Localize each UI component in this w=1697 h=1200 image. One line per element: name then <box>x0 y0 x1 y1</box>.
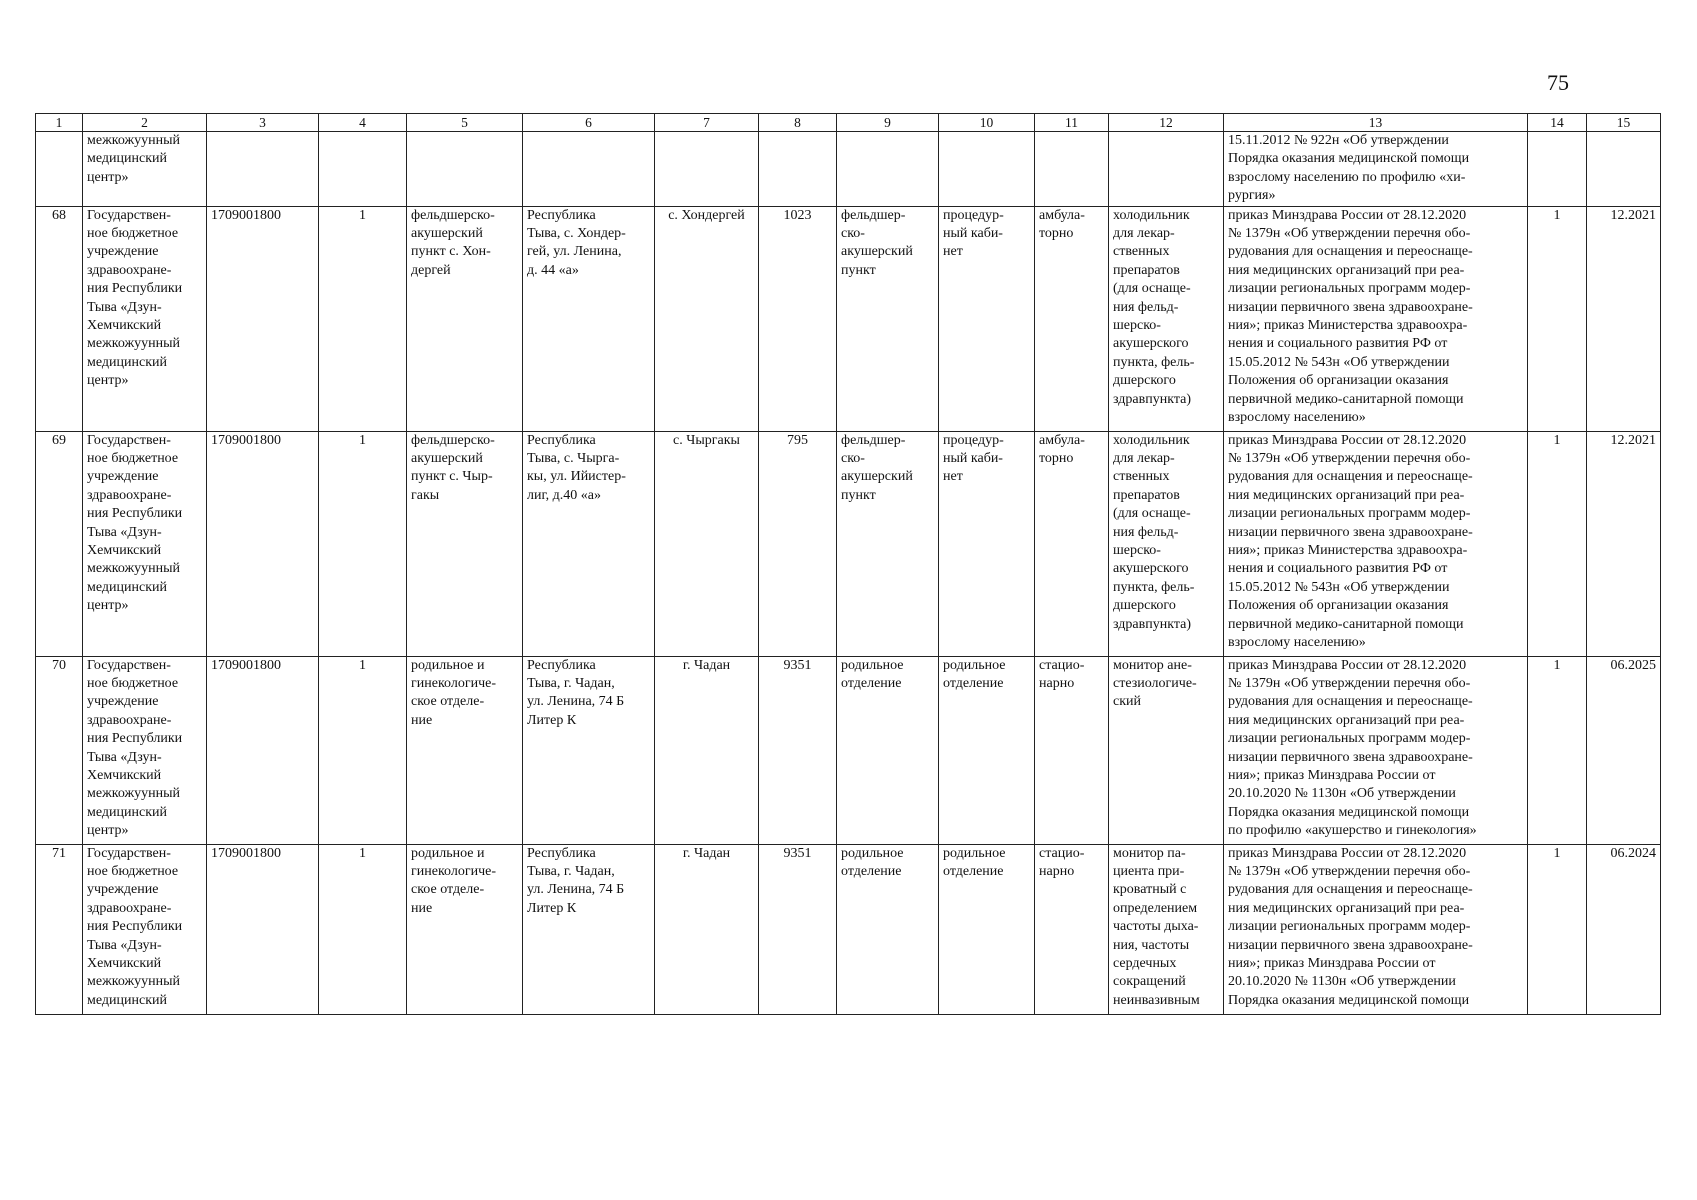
basis-cell: приказ Минздрава России от 28.12.2020 № 1379н «Об утверждении перечня обо- рудования для оснащения и переоснаще- ния медицинских организаций при реа- лизации региональных программ модер- низации первичного звена здравоохране- ния»; приказ Министерства здравоохра- нения и социального развития РФ от 15.05.2012 № 543н «Об утверждении Положения об организации оказания первичной медико-санитарной помощи взрослому населению» <box>1224 206 1528 431</box>
organization-cell: межкожуунный медицинский центр» <box>83 132 207 207</box>
code-cell: 1709001800 <box>207 431 319 656</box>
equipment-cell: монитор ане- стезиологиче- ский <box>1109 656 1224 844</box>
organization-cell: Государствен- ное бюджетное учреждение здравоохране- ния Республики Тыва «Дзун- Хемчикский межкожуунный медицинский центр» <box>83 206 207 431</box>
column-header: 9 <box>837 114 939 132</box>
equipment-cell <box>1109 132 1224 207</box>
facility-name-cell: родильное и гинекологиче- ское отделе- ние <box>407 656 523 844</box>
room-cell: процедур- ный каби- нет <box>939 431 1035 656</box>
column-header: 12 <box>1109 114 1224 132</box>
table-row <box>36 844 1661 1014</box>
equipment-cell: монитор па- циента при- кроватный с определением частоты дыха- ния, частоты сердечных сокращений неинвазивным <box>1109 844 1224 1014</box>
population-cell: 9351 <box>759 844 837 1014</box>
equipment-cell: холодильник для лекар- ственных препаратов (для оснаще- ния фельд- шерско- акушерского пункта, фель- дшерского здравпункта) <box>1109 206 1224 431</box>
column-header: 8 <box>759 114 837 132</box>
code-cell <box>207 132 319 207</box>
column-header: 14 <box>1528 114 1587 132</box>
settlement-cell <box>655 132 759 207</box>
column-header: 5 <box>407 114 523 132</box>
column-header: 7 <box>655 114 759 132</box>
count-cell: 1 <box>319 844 407 1014</box>
address-cell: Республика Тыва, с. Чырга- кы, ул. Ийистер- лиг, д.40 «а» <box>523 431 655 656</box>
mode-cell: амбула- торно <box>1035 206 1109 431</box>
count-cell: 1 <box>319 206 407 431</box>
count-cell: 1 <box>319 431 407 656</box>
organization-cell: Государствен- ное бюджетное учреждение здравоохране- ния Республики Тыва «Дзун- Хемчикский межкожуунный медицинский <box>83 844 207 1014</box>
date-cell: 06.2024 <box>1587 844 1661 1014</box>
basis-cell: 15.11.2012 № 922н «Об утверждении Порядка оказания медицинской помощи взрослому населению по профилю «хи- рургия» <box>1224 132 1528 207</box>
mode-cell: амбула- торно <box>1035 431 1109 656</box>
quantity-cell: 1 <box>1528 431 1587 656</box>
population-cell: 1023 <box>759 206 837 431</box>
column-header: 13 <box>1224 114 1528 132</box>
count-cell <box>319 132 407 207</box>
date-cell: 06.2025 <box>1587 656 1661 844</box>
table-row <box>36 132 1661 207</box>
settlement-cell: с. Хондергей <box>655 206 759 431</box>
date-cell: 12.2021 <box>1587 431 1661 656</box>
count-cell: 1 <box>319 656 407 844</box>
equipment-cell: холодильник для лекар- ственных препаратов (для оснаще- ния фельд- шерско- акушерского пункта, фель- дшерского здравпункта) <box>1109 431 1224 656</box>
population-cell: 9351 <box>759 656 837 844</box>
mode-cell: стацио- нарно <box>1035 844 1109 1014</box>
date-cell: 12.2021 <box>1587 206 1661 431</box>
date-cell <box>1587 132 1661 207</box>
room-cell: родильное отделение <box>939 844 1035 1014</box>
quantity-cell: 1 <box>1528 844 1587 1014</box>
row-number: 68 <box>36 206 83 431</box>
unit-cell: родильное отделение <box>837 844 939 1014</box>
column-header: 2 <box>83 114 207 132</box>
quantity-cell <box>1528 132 1587 207</box>
organization-cell: Государствен- ное бюджетное учреждение здравоохране- ния Республики Тыва «Дзун- Хемчикский межкожуунный медицинский центр» <box>83 431 207 656</box>
code-cell: 1709001800 <box>207 656 319 844</box>
code-cell: 1709001800 <box>207 206 319 431</box>
column-header: 11 <box>1035 114 1109 132</box>
quantity-cell: 1 <box>1528 656 1587 844</box>
column-number-row <box>36 114 1661 132</box>
facility-name-cell: родильное и гинекологиче- ское отделе- ние <box>407 844 523 1014</box>
basis-cell: приказ Минздрава России от 28.12.2020 № 1379н «Об утверждении перечня обо- рудования для оснащения и переоснаще- ния медицинских организаций при реа- лизации региональных программ модер- низации первичного звена здравоохране- ния»; приказ Минздрава России от 20.10.2020 № 1130н «Об утверждении Порядка оказания медицинской помощи по профилю «акушерство и гинекология» <box>1224 656 1528 844</box>
address-cell <box>523 132 655 207</box>
column-header: 15 <box>1587 114 1661 132</box>
quantity-cell: 1 <box>1528 206 1587 431</box>
table-row <box>36 656 1661 844</box>
mode-cell <box>1035 132 1109 207</box>
address-cell: Республика Тыва, г. Чадан, ул. Ленина, 74 Б Литер К <box>523 656 655 844</box>
basis-cell: приказ Минздрава России от 28.12.2020 № 1379н «Об утверждении перечня обо- рудования для оснащения и переоснаще- ния медицинских организаций при реа- лизации региональных программ модер- низации первичного звена здравоохране- ния»; приказ Министерства здравоохра- нения и социального развития РФ от 15.05.2012 № 543н «Об утверждении Положения об организации оказания первичной медико-санитарной помощи взрослому населению» <box>1224 431 1528 656</box>
mode-cell: стацио- нарно <box>1035 656 1109 844</box>
facility-name-cell <box>407 132 523 207</box>
unit-cell: фельдшер- ско- акушерский пункт <box>837 206 939 431</box>
facility-name-cell: фельдшерско- акушерский пункт с. Чыр- гакы <box>407 431 523 656</box>
facility-name-cell: фельдшерско- акушерский пункт с. Хон- дергей <box>407 206 523 431</box>
column-header: 10 <box>939 114 1035 132</box>
column-header: 6 <box>523 114 655 132</box>
settlement-cell: с. Чыргакы <box>655 431 759 656</box>
column-header: 4 <box>319 114 407 132</box>
settlement-cell: г. Чадан <box>655 656 759 844</box>
row-number: 70 <box>36 656 83 844</box>
row-number: 71 <box>36 844 83 1014</box>
population-cell: 795 <box>759 431 837 656</box>
room-cell <box>939 132 1035 207</box>
room-cell: родильное отделение <box>939 656 1035 844</box>
code-cell: 1709001800 <box>207 844 319 1014</box>
equipment-table <box>35 113 1661 1015</box>
room-cell: процедур- ный каби- нет <box>939 206 1035 431</box>
address-cell: Республика Тыва, с. Хондер- гей, ул. Ленина, д. 44 «а» <box>523 206 655 431</box>
column-header: 3 <box>207 114 319 132</box>
row-number: 69 <box>36 431 83 656</box>
settlement-cell: г. Чадан <box>655 844 759 1014</box>
address-cell: Республика Тыва, г. Чадан, ул. Ленина, 74 Б Литер К <box>523 844 655 1014</box>
population-cell <box>759 132 837 207</box>
column-header: 1 <box>36 114 83 132</box>
basis-cell: приказ Минздрава России от 28.12.2020 № 1379н «Об утверждении перечня обо- рудования для оснащения и переоснаще- ния медицинских организаций при реа- лизации региональных программ модер- низации первичного звена здравоохране- ния»; приказ Минздрава России от 20.10.2020 № 1130н «Об утверждении Порядка оказания медицинской помощи <box>1224 844 1528 1014</box>
table-row <box>36 206 1661 431</box>
unit-cell: родильное отделение <box>837 656 939 844</box>
page-number: 75 <box>1547 70 1569 95</box>
row-number <box>36 132 83 207</box>
table-row <box>36 431 1661 656</box>
organization-cell: Государствен- ное бюджетное учреждение здравоохране- ния Республики Тыва «Дзун- Хемчикский межкожуунный медицинский центр» <box>83 656 207 844</box>
unit-cell <box>837 132 939 207</box>
unit-cell: фельдшер- ско- акушерский пункт <box>837 431 939 656</box>
